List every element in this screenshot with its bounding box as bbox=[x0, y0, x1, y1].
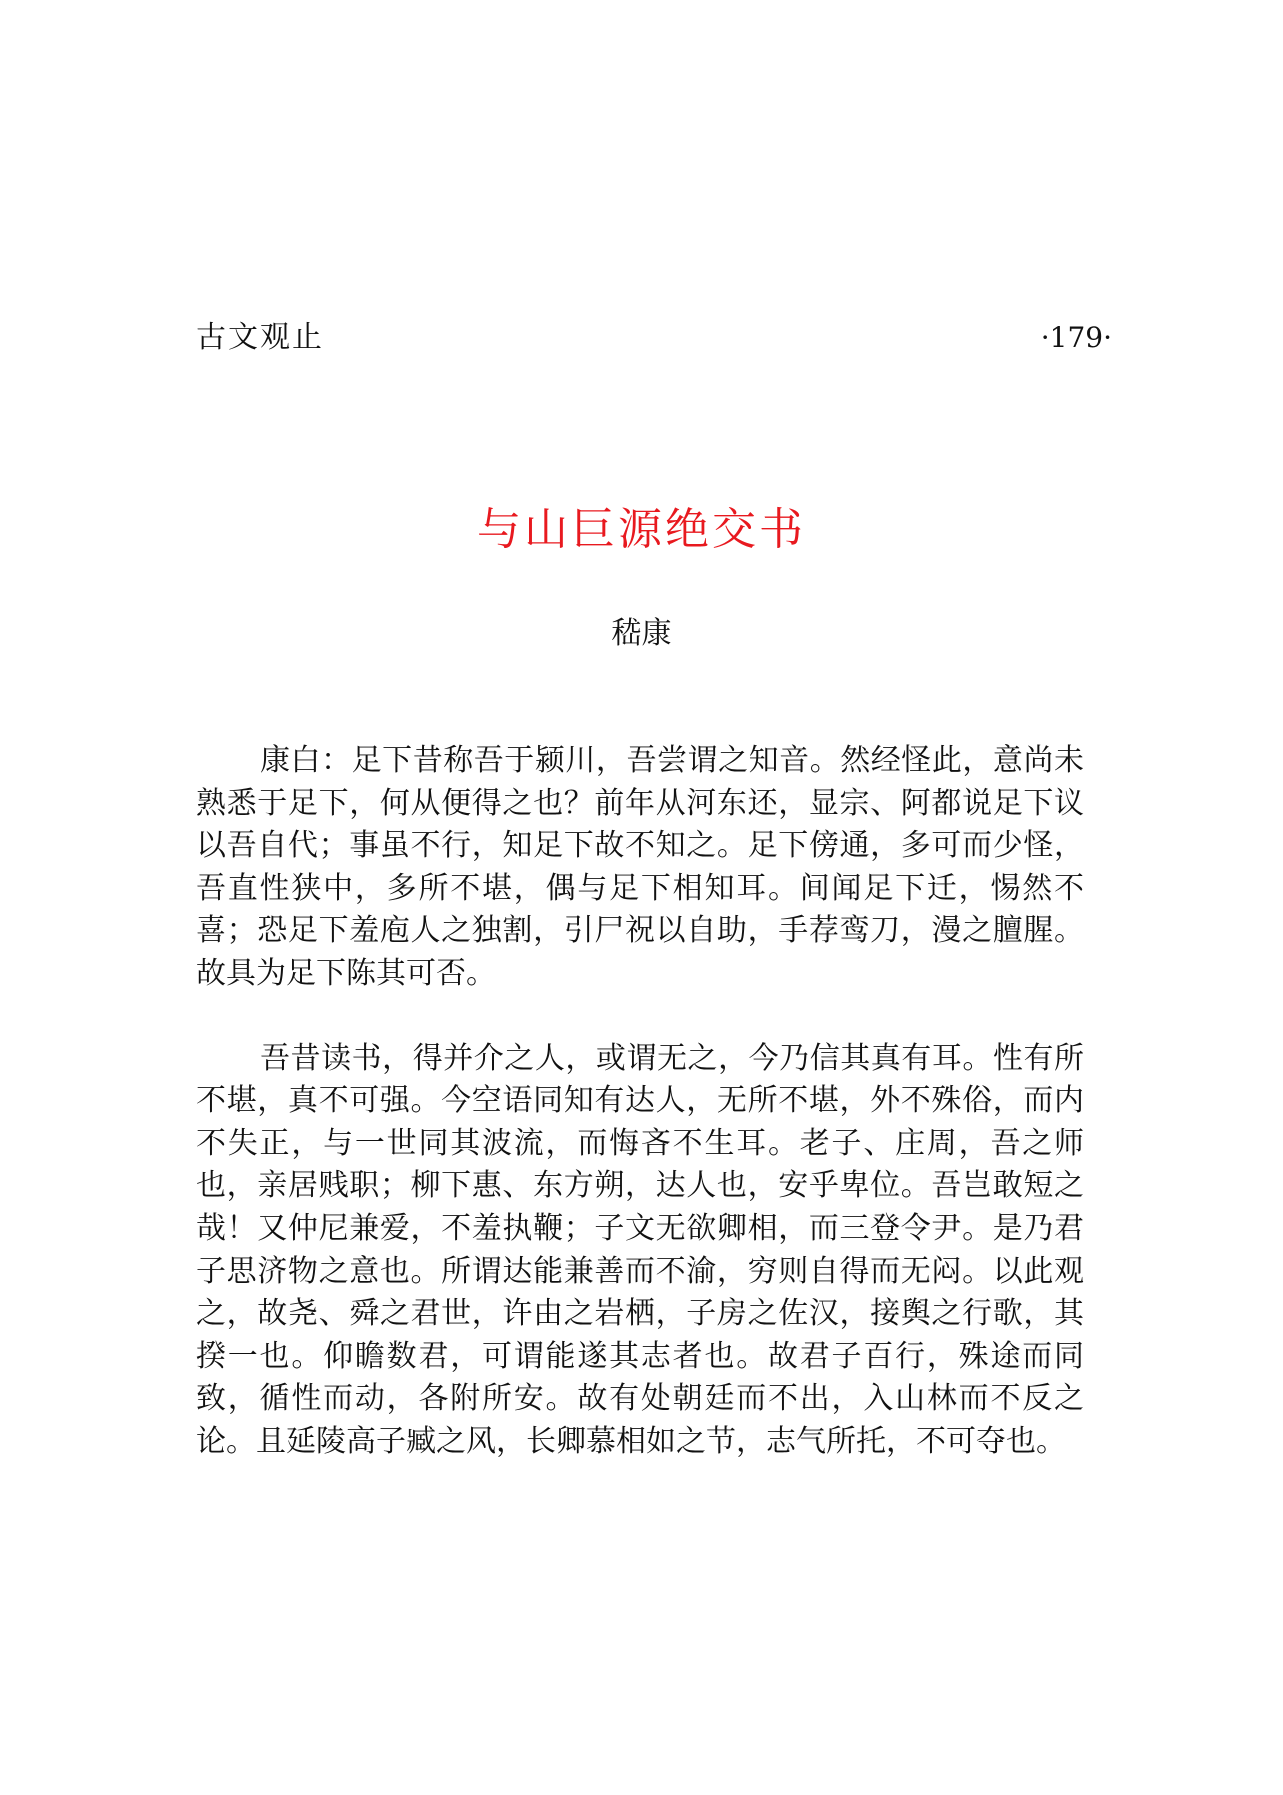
essay-title: 与山巨源绝交书 bbox=[477, 504, 806, 555]
article-body bbox=[196, 740, 1084, 1506]
page-number: ·179· bbox=[1040, 321, 1112, 354]
book-title: 古文观止 bbox=[196, 320, 324, 355]
running-header bbox=[196, 318, 1112, 358]
paragraph-2: 吾昔读书，得并介之人，或谓无之，今乃信其真有耳。性有所不堪，真不可强。今空语同知有达人，无所不堪，外不殊俗，而内不失正，与一世同其波流，而悔吝不生耳。老子、庄周，吾之师也，亲居贱职；柳下惠、东方朔，达人也，安乎卑位。吾岂敢短之哉！又仲尼兼爱，不羞执鞭；子文无欲卿相，而三登令尹。是乃君子思济物之意也。所谓达能兼善而不渝，穷则自得而无闷。以此观之，故尧、舜之君世，许由之岩栖，子房之佐汉，接舆之行歌，其揆一也。仰瞻数君，可谓能遂其志者也。故君子百行，殊途而同致，循性而动，各附所安。故有处朝廷而不出，入山林而不反之论。且延陵高子臧之风，长卿慕相如之节，志气所托，不可夺也。 bbox=[196, 1040, 1084, 1459]
author-name: 嵇康 bbox=[611, 616, 672, 651]
paragraph-1: 康白：足下昔称吾于颍川，吾尝谓之知音。然经怪此，意尚未熟悉于足下，何从便得之也？前年从河东还，显宗、阿都说足下议以吾自代；事虽不行，知足下故不知之。足下傍通，多可而少怪，吾直性狭中，多所不堪，偶与足下相知耳。间闻足下迁，惕然不喜；恐足下羞庖人之独割，引尸祝以自助，手荐鸾刀，漫之膻腥。故具为足下陈其可否。 bbox=[196, 743, 1084, 991]
